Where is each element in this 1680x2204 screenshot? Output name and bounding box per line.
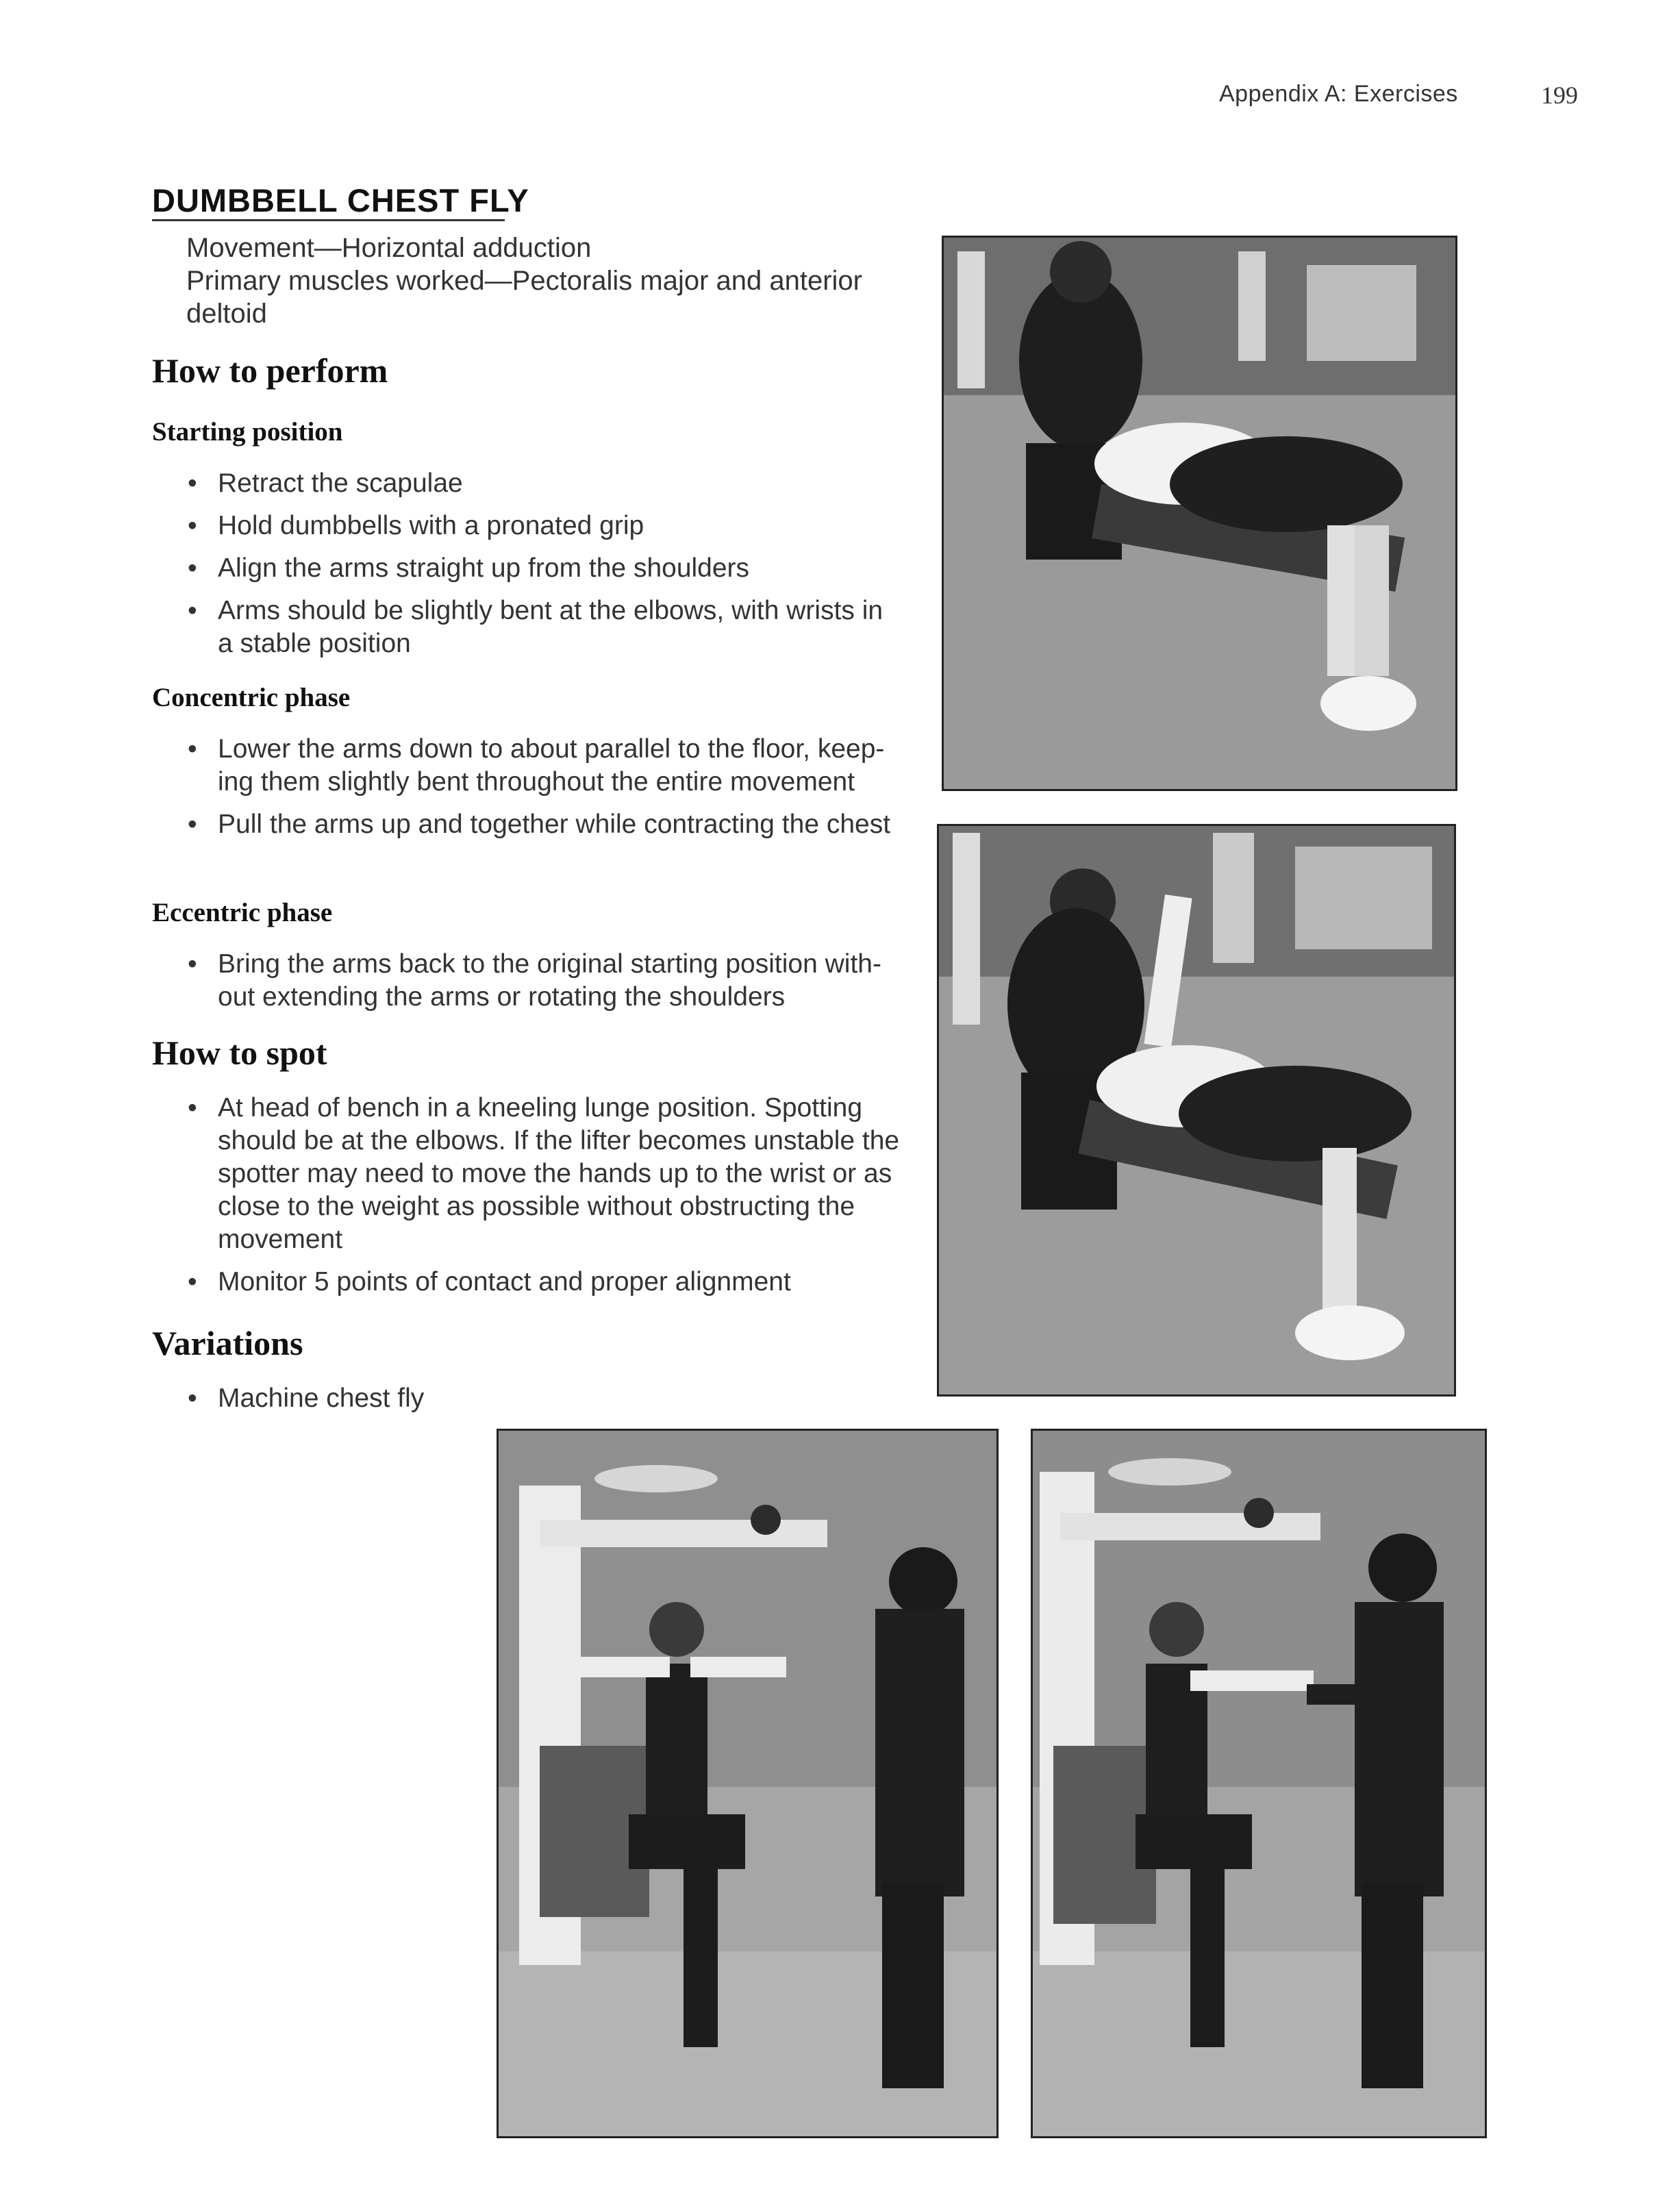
page-number: 199 (1541, 82, 1578, 109)
photo-machine-fly-closed-image (1033, 1431, 1485, 2136)
how-to-spot-list (185, 1092, 904, 1308)
list-item: • Bring the arms back to the original starting position with-out extending the arms or rotating the shoulders (185, 948, 904, 1014)
photo-bench-fly-top-image (939, 826, 1454, 1394)
how-to-perform-heading: How to perform (152, 351, 388, 390)
list-item: • Lower the arms down to about parallel to the floor, keep-ing them slightly bent throughout the entire movement (185, 733, 904, 799)
list-item: • Hold dumbbells with a pronated grip (185, 510, 904, 542)
starting-position-heading: Starting position (152, 417, 343, 447)
starting-position-list (185, 467, 904, 670)
photo-machine-fly-open-image (499, 1431, 996, 2136)
list-item: • Retract the scapulae (185, 467, 904, 500)
exercise-title: DUMBBELL CHEST FLY (152, 182, 529, 218)
eccentric-phase-heading: Eccentric phase (152, 898, 333, 927)
list-item: • Pull the arms up and together while contracting the chest (185, 808, 904, 841)
muscles-line: Primary muscles worked—Pectoralis major and anterior deltoid (186, 266, 862, 329)
eccentric-phase-list (185, 948, 904, 1023)
list-item: • Arms should be slightly bent at the elbows, with wrists in a stable position (185, 594, 904, 660)
movement-line: Movement—Horizontal adduction (186, 233, 592, 263)
list-item: • Align the arms straight up from the shoulders (185, 552, 904, 585)
title-underline (152, 219, 505, 221)
list-item: • Machine chest fly (185, 1382, 904, 1415)
list-item: • Monitor 5 points of contact and proper alignment (185, 1266, 904, 1299)
variations-list (185, 1382, 904, 1425)
exercise-meta (186, 231, 905, 330)
photo-machine-fly-open (497, 1429, 999, 2138)
photo-bench-fly-top (937, 824, 1456, 1397)
concentric-phase-list (185, 733, 904, 851)
list-item: • At head of bench in a kneeling lunge position. Spotting should be at the elbows. If the lifter becomes unstable the spotter may need to move the hands up to the wrist or as close to the weight as possible without obstructing the movement (185, 1092, 904, 1256)
photo-machine-fly-closed (1031, 1429, 1487, 2138)
running-head: Appendix A: Exercises (1219, 81, 1458, 107)
photo-bench-fly-start (942, 236, 1457, 791)
variations-heading: Variations (152, 1324, 303, 1362)
photo-bench-fly-start-image (944, 238, 1455, 789)
concentric-phase-heading: Concentric phase (152, 683, 351, 712)
how-to-spot-heading: How to spot (152, 1034, 327, 1072)
